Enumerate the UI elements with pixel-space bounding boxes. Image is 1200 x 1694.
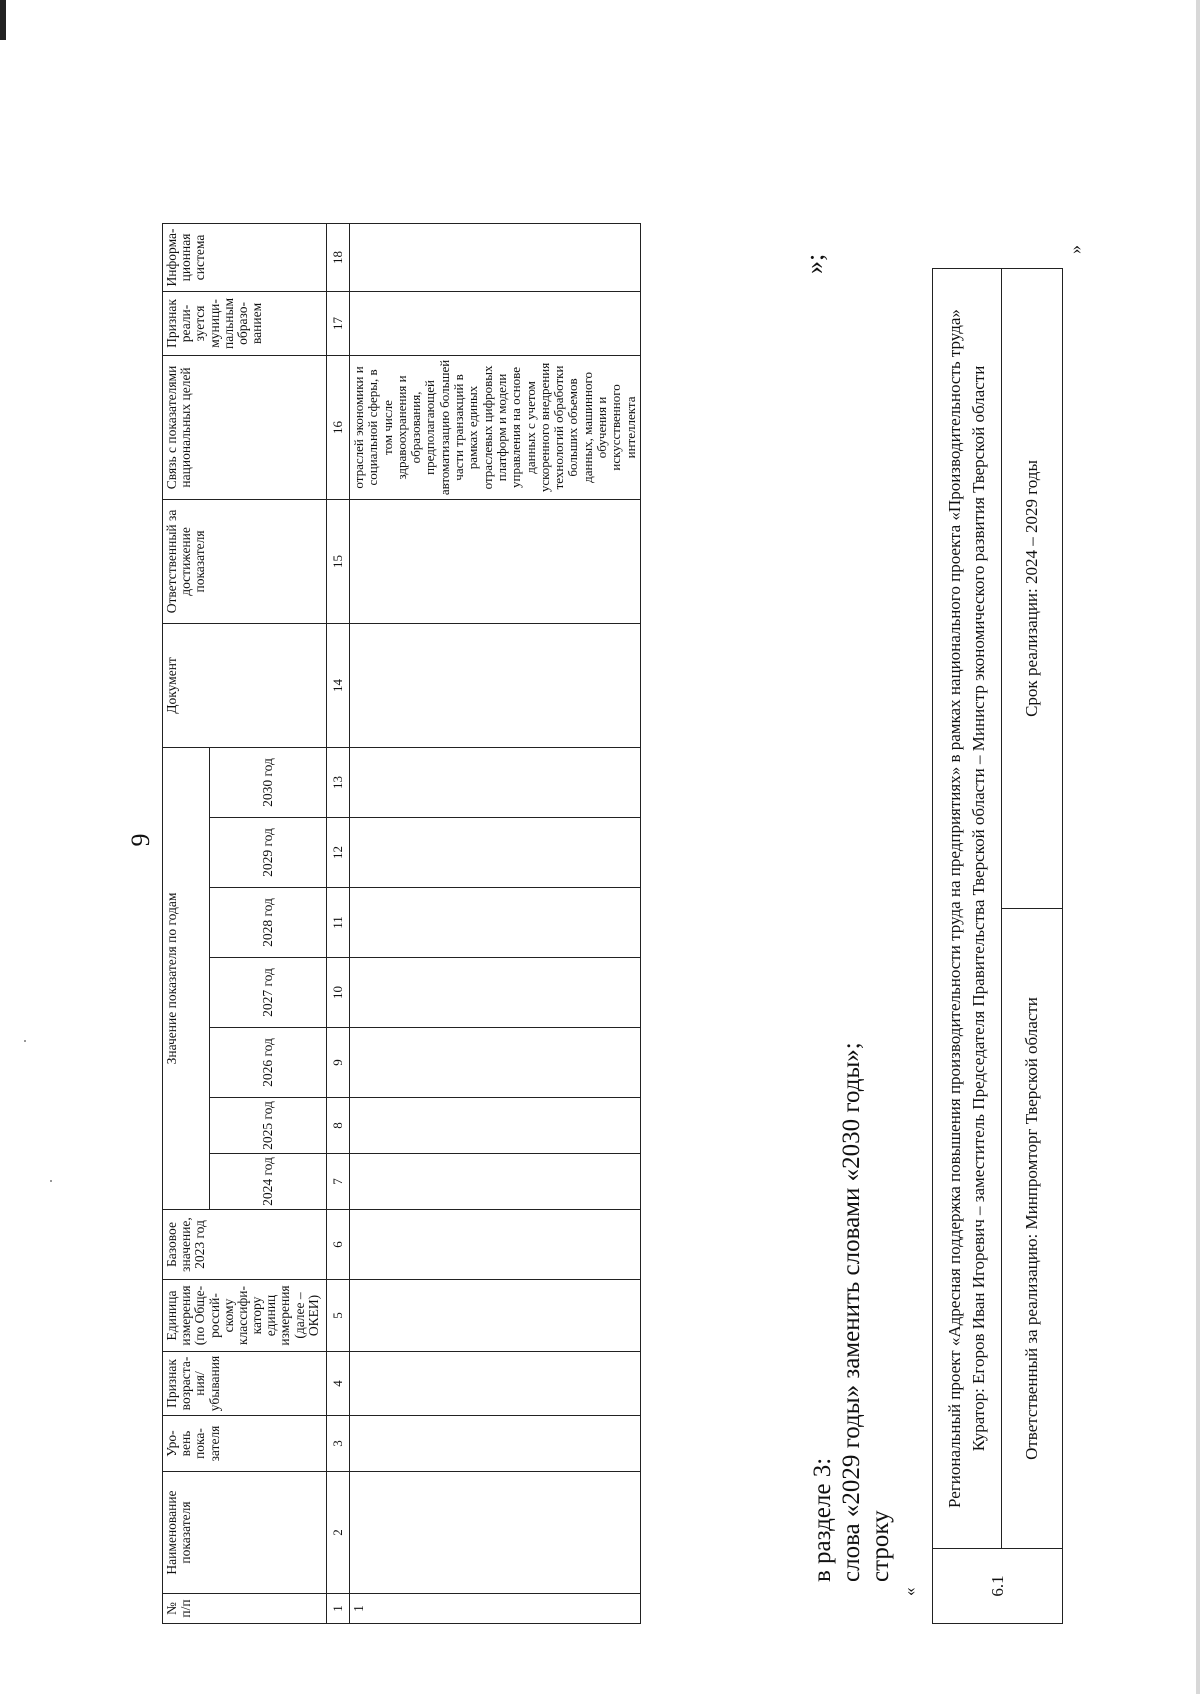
amendment-line: в разделе 3: bbox=[809, 1457, 836, 1582]
column-number: 5 bbox=[327, 1280, 350, 1352]
cell-year-value bbox=[350, 888, 641, 958]
column-number: 14 bbox=[327, 623, 350, 747]
cell-year-value bbox=[350, 958, 641, 1028]
closing-quote: » bbox=[1065, 245, 1085, 254]
header-num: № п/п bbox=[163, 1594, 327, 1624]
column-number: 4 bbox=[327, 1352, 350, 1416]
amendment-line: строку bbox=[867, 1510, 894, 1582]
cell-year-value bbox=[350, 1028, 641, 1098]
header-document: Документ bbox=[163, 623, 327, 747]
header-year: 2030 год bbox=[210, 747, 327, 817]
indicator-table bbox=[162, 223, 641, 1624]
header-link: Связь с показателями национальных целей bbox=[163, 355, 327, 499]
column-number: 8 bbox=[327, 1098, 350, 1154]
cell-base bbox=[350, 1210, 641, 1280]
project-code: 6.1 bbox=[933, 1549, 1063, 1624]
cell-year-value bbox=[350, 1154, 641, 1210]
column-number: 18 bbox=[327, 223, 350, 291]
column-number: 1 bbox=[327, 1594, 350, 1624]
header-year: 2028 год bbox=[210, 888, 327, 958]
column-number: 3 bbox=[327, 1416, 350, 1472]
project-curator-line: Куратор: Егоров Иван Игоревич – заместитель Председателя Правительства Тверской области – Министр экономического развития Тверской области bbox=[969, 365, 988, 1452]
project-table bbox=[932, 268, 1063, 1624]
header-unit: Единица измерения (по Обще-россий-скому классифи-катору единиц измерения (далее – ОКЕИ) bbox=[163, 1280, 327, 1352]
header-infosystem: Информа-ционная система bbox=[163, 223, 327, 291]
cell-name bbox=[350, 1472, 641, 1594]
project-responsible: Ответственный за реализацию: Минпромторг Тверской области bbox=[1002, 909, 1063, 1549]
header-trend: Признак возраста-ния/ убывания bbox=[163, 1352, 327, 1416]
amendment-text bbox=[808, 1042, 895, 1582]
column-number: 12 bbox=[327, 818, 350, 888]
header-year: 2027 год bbox=[210, 958, 327, 1028]
cell-document bbox=[350, 623, 641, 747]
cell-trend bbox=[350, 1352, 641, 1416]
table-closing-quote: »; bbox=[800, 253, 829, 274]
header-values-group: Значение показателя по годам bbox=[163, 747, 210, 1209]
opening-quote: « bbox=[900, 1587, 919, 1596]
row-num: 1 bbox=[350, 1594, 641, 1624]
column-number: 9 bbox=[327, 1028, 350, 1098]
column-number: 11 bbox=[327, 888, 350, 958]
cell-responsible bbox=[350, 499, 641, 623]
cell-level bbox=[350, 1416, 641, 1472]
column-number: 16 bbox=[327, 355, 350, 499]
cell-year-value bbox=[350, 818, 641, 888]
column-number: 17 bbox=[327, 291, 350, 355]
project-title bbox=[933, 269, 1002, 1549]
cell-municipal bbox=[350, 291, 641, 355]
page-number: 9 bbox=[126, 833, 155, 847]
header-year: 2029 год bbox=[210, 818, 327, 888]
column-number: 7 bbox=[327, 1154, 350, 1210]
cell-unit bbox=[350, 1280, 641, 1352]
column-number: 13 bbox=[327, 747, 350, 817]
cell-link-national-goals: отраслей экономики и социальной сферы, в том числе здравоохранения и образования, предполагающей автоматизацию большей части транзакций в рамках единых отраслевых цифровых платформ и модели управления на основе данных с учетом ускоренного внедрения технологий обработки больших объемов данных, машинного обучения и искусственного интеллекта bbox=[350, 355, 641, 499]
header-year: 2024 год bbox=[210, 1154, 327, 1210]
project-period: Срок реализации: 2024 – 2029 годы bbox=[1002, 269, 1063, 909]
header-year: 2025 год bbox=[210, 1098, 327, 1154]
header-level: Уро-вень пока-зателя bbox=[163, 1416, 327, 1472]
column-number: 6 bbox=[327, 1210, 350, 1280]
amendment-line: слова «2029 годы» заменить словами «2030 годы»; bbox=[838, 1042, 865, 1582]
header-name: Наименование показателя bbox=[163, 1472, 327, 1594]
cell-infosystem bbox=[350, 223, 641, 291]
column-number: 10 bbox=[327, 958, 350, 1028]
header-year: 2026 год bbox=[210, 1028, 327, 1098]
header-municipal: Признак реали-зуется муници-пальным образо-ванием bbox=[163, 291, 327, 355]
header-responsible: Ответственный за достижение показателя bbox=[163, 499, 327, 623]
column-number: 2 bbox=[327, 1472, 350, 1594]
project-title-line: Региональный проект «Адресная поддержка повышения производительности труда на предприятиях» в рамках национального проекта «Производительность труда» bbox=[945, 309, 964, 1508]
column-number: 15 bbox=[327, 499, 350, 623]
cell-year-value bbox=[350, 747, 641, 817]
cell-year-value bbox=[350, 1098, 641, 1154]
header-base: Базовое значение, 2023 год bbox=[163, 1210, 327, 1280]
